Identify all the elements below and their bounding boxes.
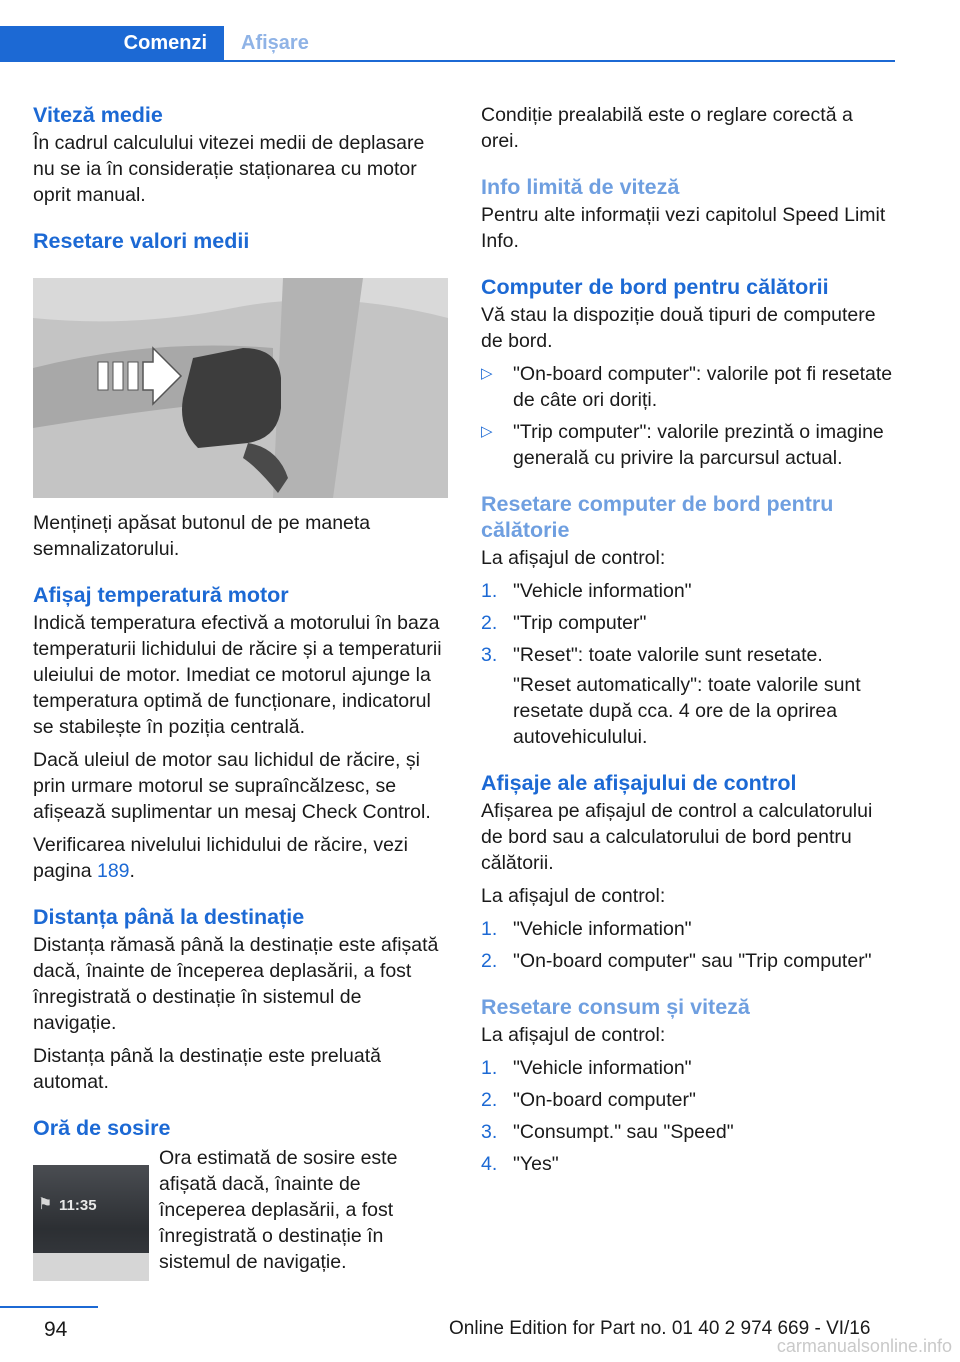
arrival-block (33, 1145, 448, 1282)
section-title-distanta: Distanța până la destinație (33, 905, 305, 929)
paragraph-with-link: Verificarea nivelului lichidului de răcire, vezi pagina 189. (33, 834, 409, 882)
section-title-viteza-medie: Viteză medie (33, 103, 163, 127)
tab-comenzi[interactable]: Comenzi (0, 26, 224, 60)
left-column (33, 102, 448, 1282)
list-item: 1. "Vehicle information" (481, 918, 692, 940)
paragraph: La afișajul de control: (481, 1024, 666, 1046)
page-number: 94 (44, 1318, 68, 1341)
list-item: 2. "On-board computer" (481, 1089, 696, 1111)
numbered-list (481, 1055, 896, 1177)
tab-afisare[interactable]: Afișare (241, 31, 309, 54)
edition-footer: Online Edition for Part no. 01 40 2 974 669 - VI/16 (449, 1318, 871, 1339)
paragraph: Distanța până la destinație este preluată automat. (33, 1045, 381, 1093)
lever-illustration (33, 278, 448, 498)
triangle-bullet-icon: ▷ (481, 423, 493, 440)
paragraph: La afișajul de control: (481, 547, 666, 569)
page-number-rule (0, 1306, 98, 1308)
section-title-temperatura-motor: Afișaj temperatură motor (33, 583, 289, 607)
chapter-tabs (0, 26, 895, 62)
page-link[interactable]: 189 (96, 860, 130, 882)
list-item: 3. "Reset": toate valorile sunt resetate. (481, 644, 823, 666)
arrival-time: 11:35 (59, 1197, 97, 1214)
paragraph: La afișajul de control: (481, 885, 666, 907)
paragraph: Distanța rămasă până la destinație este afișată dacă, înainte de începerea deplasării, a fost înregistrată o destinație în sistemul de navigație. (33, 934, 439, 1034)
section-title-computer-bord: Computer de bord pentru călătorii (481, 275, 829, 299)
paragraph: Mențineți apăsat butonul de pe maneta semnalizatorului. (33, 512, 371, 560)
section-title-ora-sosire: Oră de sosire (33, 1116, 171, 1140)
section-title-resetare-valori: Resetare valori medii (33, 229, 250, 253)
watermark: carmanualsonline.info (776, 1336, 952, 1356)
flag-icon: ⚑ (38, 1196, 53, 1213)
right-column (481, 102, 896, 1183)
section-title-afisaje: Afișaje ale afișajului de control (481, 771, 797, 795)
paragraph: În cadrul calculului vitezei medii de deplasare nu se ia în considerație staționarea cu motor oprit manual. (33, 132, 425, 206)
paragraph: Vă stau la dispoziție două tipuri de computere de bord. (481, 304, 876, 352)
section-title-info-limita: Info limită de viteză (481, 175, 680, 199)
header-rule (0, 60, 895, 62)
list-item: 3. "Consumpt." sau "Speed" (481, 1121, 734, 1143)
paragraph: Indică temperatura efectivă a motorului în baza temperaturii lichidului de răcire și a temperaturii uleiului de motor. Imediat ce motorul ajunge la temperatura optimă de funcționare, indicatorul se stabilește în poziția centrală. (33, 612, 442, 738)
list-item: 2. "Trip computer" (481, 612, 647, 634)
turn-signal-lever-image (33, 278, 448, 498)
section-title-resetare-consum: Resetare consum și viteză (481, 995, 750, 1019)
list-item: ▷ "On-board computer": valorile pot fi resetate de câte ori doriți. (481, 363, 893, 411)
section-title-resetare-computer: Resetare computer de bord pentru călătorie (481, 492, 834, 542)
bullet-list (481, 361, 896, 471)
list-item: 1. "Vehicle information" (481, 580, 692, 602)
list-item: 2. "On-board computer" sau "Trip computer" (481, 950, 872, 972)
numbered-list (481, 578, 896, 668)
paragraph: Dacă uleiul de motor sau lichidul de răcire, și prin urmare motorul se supraîncălzesc, se afișează suplimentar un mesaj Check Control. (33, 749, 431, 823)
paragraph: Ora estimată de sosire este afișată dacă, înainte de începerea deplasării, a fost înregistrată o destinație în sistemul de navigație. (159, 1147, 398, 1273)
list-item: ▷ "Trip computer": valorile prezintă o imagine generală cu privire la parcursul actual. (481, 421, 884, 469)
list-item: 4. "Yes" (481, 1153, 559, 1175)
paragraph: Condiție prealabilă este o reglare corectă a orei. (481, 104, 853, 152)
display-bar (33, 1253, 149, 1281)
paragraph: Pentru alte informații vezi capitolul Speed Limit Info. (481, 204, 886, 252)
paragraph: Afișarea pe afișajul de control a calculatorului de bord sau a calculatorului de bord pentru călătorii. (481, 800, 873, 874)
sub-paragraph: "Reset automatically": toate valorile sunt resetate după cca. 4 ore de la oprirea autovehiculului. (513, 674, 861, 748)
numbered-list (481, 916, 896, 974)
arrival-time-display-image (33, 1165, 149, 1281)
triangle-bullet-icon: ▷ (481, 365, 493, 382)
list-item: 1. "Vehicle information" (481, 1057, 692, 1079)
